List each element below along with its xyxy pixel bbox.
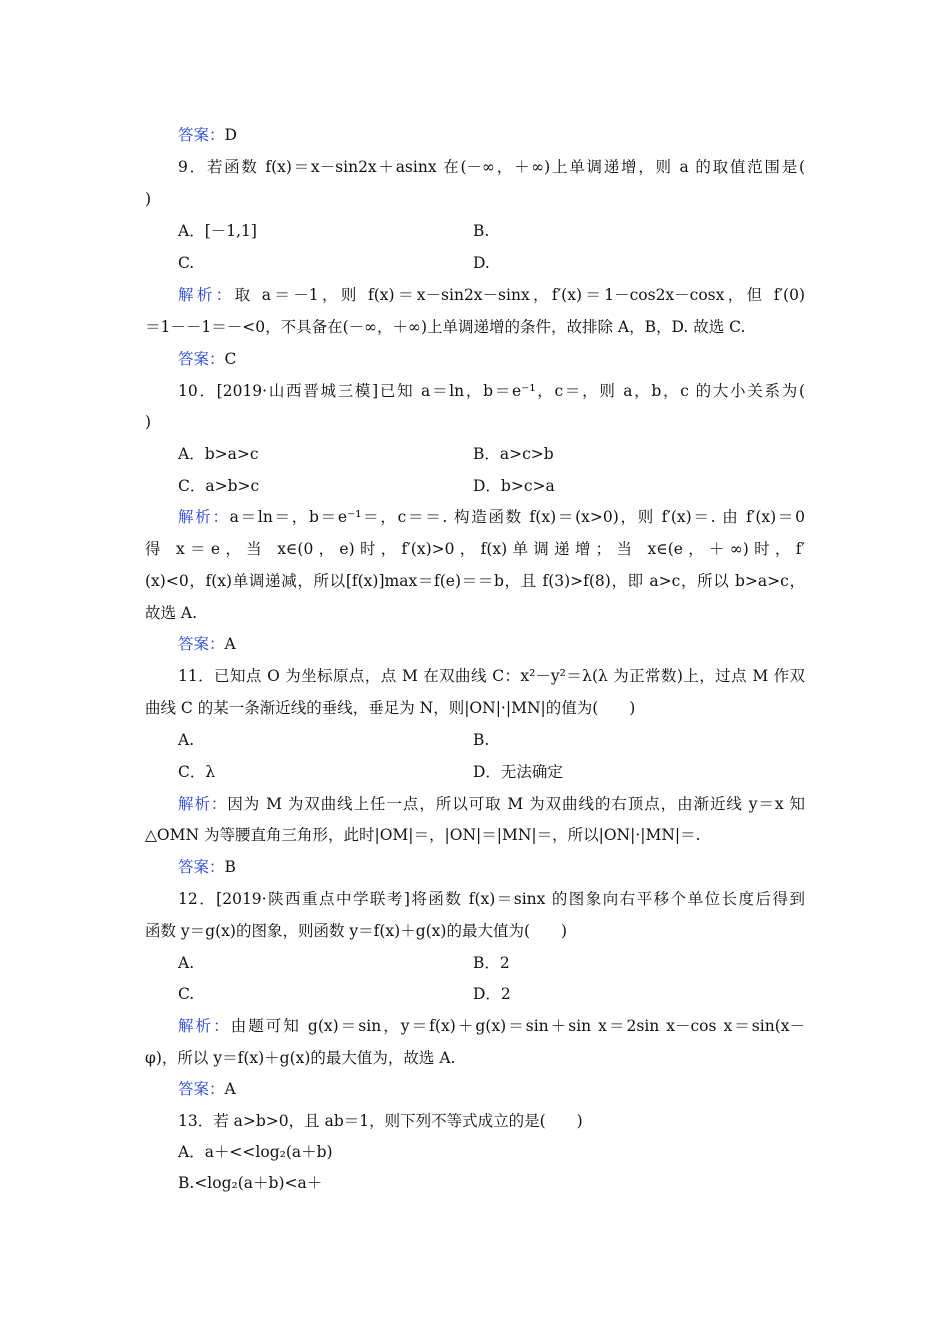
analysis-label: 解析： (178, 508, 230, 526)
option-b: B. (473, 731, 490, 749)
option-a: A. (178, 731, 195, 749)
option-b: B．a>c>b (473, 445, 554, 463)
option-d: D．2 (473, 985, 511, 1003)
answer-line: 答案：D (178, 126, 237, 144)
answer-line: 答案：A (178, 635, 236, 653)
question-11: 11．已知点 O 为坐标原点，点 M 在双曲线 C：x²－y²＝λ(λ 为正常数)上，过点 M 作双 (178, 667, 805, 685)
analysis-line: 解析：由题可知 g(x)＝sin，y＝f(x)＋g(x)＝sin＋sin x＝2sin x－cos x＝sin(x－ (178, 1017, 805, 1035)
analysis-cont: ＝1－－1＝－<0，不具备在(－∞，＋∞)上单调递增的条件，故排除 A，B，D. 故选 C. (145, 318, 746, 336)
analysis-label: 解析： (178, 1017, 231, 1035)
option-c: C. (178, 985, 195, 1003)
option-b: B．2 (473, 954, 510, 972)
analysis-line: 解析：a＝ln＝，b＝e⁻¹＝，c＝＝. 构造函数 f(x)＝(x>0)，则 f′(x)＝. 由 f′(x)＝0 (178, 508, 805, 526)
option-a: A．[－1,1] (178, 222, 257, 240)
option-a: A．a＋<<log₂(a＋b) (178, 1143, 333, 1161)
analysis-label: 解析： (178, 795, 228, 813)
analysis-cont: 得 x＝e，当 x∈(0，e)时，f′(x)>0，f(x)单调递增；当 x∈(e，＋∞)时，f′ (145, 540, 805, 558)
option-a: A. (178, 954, 195, 972)
option-d: D. (473, 254, 490, 272)
answer-label: 答案： (178, 1080, 225, 1098)
question-9-cont: ) (145, 190, 152, 208)
question-12-cont: 函数 y＝g(x)的图象，则函数 y＝f(x)＋g(x)的最大值为( ) (145, 922, 568, 940)
analysis-line: 解析：因为 M 为双曲线上任一点，所以可取 M 为双曲线的右顶点，由渐近线 y＝x 知 (178, 795, 805, 813)
answer-line: 答案：A (178, 1080, 236, 1098)
answer-label: 答案： (178, 858, 225, 876)
option-a: A．b>a>c (178, 445, 259, 463)
question-10-cont: ) (145, 413, 152, 431)
analysis-cont: φ)，所以 y＝f(x)＋g(x)的最大值为，故选 A. (145, 1049, 456, 1067)
analysis-line: 解析：取 a＝－1，则 f(x)＝x－sin2x－sinx，f′(x)＝1－cos2x－cosx，但 f′(0) (178, 286, 805, 304)
question-12: 12．[2019·陕西重点中学联考]将函数 f(x)＝sinx 的图象向右平移个单位长度后得到 (178, 890, 805, 908)
option-c: C. (178, 254, 195, 272)
option-c: C．a>b>c (178, 477, 260, 495)
option-d: D．无法确定 (473, 763, 563, 781)
option-d: D．b>c>a (473, 477, 555, 495)
answer-line: 答案：B (178, 858, 236, 876)
analysis-cont: (x)<0，f(x)单调递减，所以[f(x)]max＝f(e)＝＝b，且 f(3)>f(8)，即 a>c，所以 b>a>c， (145, 572, 805, 590)
answer-line: 答案：C (178, 350, 237, 368)
question-10: 10．[2019·山西晋城三模]已知 a＝ln，b＝e⁻¹，c＝，则 a，b，c 的大小关系为( (178, 382, 805, 400)
answer-label: 答案： (178, 126, 225, 144)
answer-label: 答案： (178, 350, 225, 368)
option-b: B.<log₂(a＋b)<a＋ (178, 1174, 323, 1192)
question-11-cont: 曲线 C 的某一条渐近线的垂线，垂足为 N，则|ON|·|MN|的值为( ) (145, 699, 636, 717)
analysis-cont: △OMN 为等腰直角三角形，此时|OM|＝，|ON|＝|MN|＝，所以|ON|·|MN|＝. (145, 826, 701, 844)
question-13: 13．若 a>b>0，且 ab＝1，则下列不等式成立的是( ) (178, 1112, 583, 1130)
answer-label: 答案： (178, 635, 225, 653)
analysis-cont: 故选 A. (145, 604, 198, 622)
analysis-label: 解析： (178, 286, 235, 304)
option-b: B. (473, 222, 490, 240)
option-c: C．λ (178, 763, 216, 781)
question-9: 9．若函数 f(x)＝x－sin2x＋asinx 在(－∞，＋∞)上单调递增，则 a 的取值范围是( (178, 158, 805, 176)
